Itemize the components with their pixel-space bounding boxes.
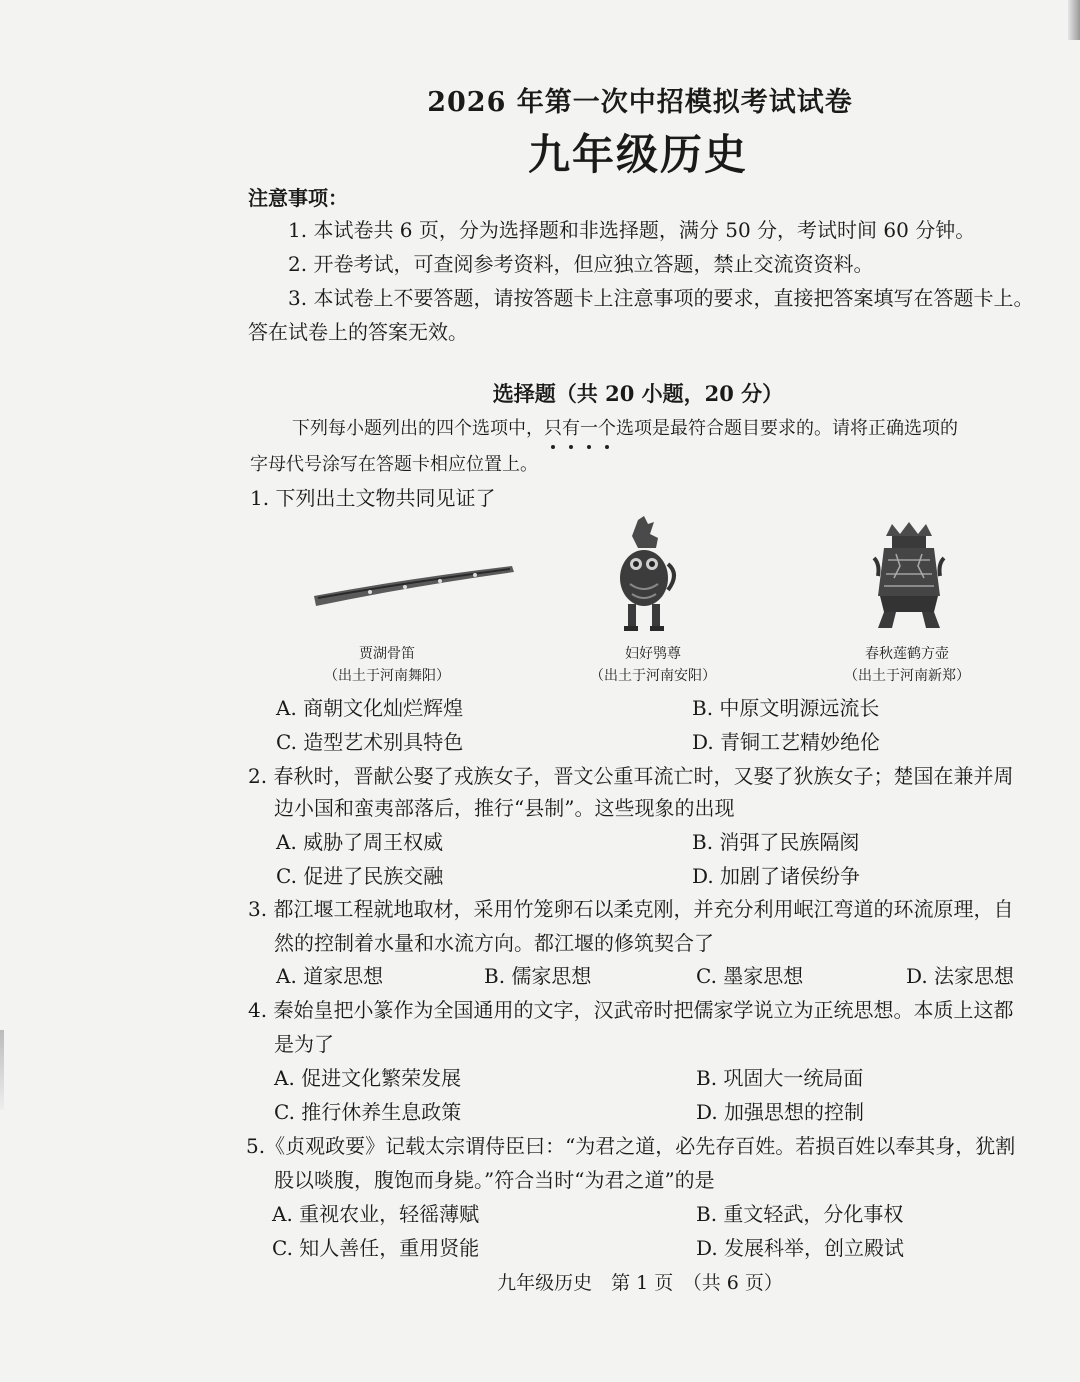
- q2-option-b: B. 消弭了民族隔阂: [692, 830, 860, 854]
- q1-option-c: C. 造型艺术别具特色: [276, 730, 464, 754]
- q3-stem-line-2: 然的控制着水量和水流方向。都江堰的修筑契合了: [274, 931, 714, 955]
- section-heading: 选择题（共 20 小题，20 分）: [492, 381, 784, 406]
- q5-option-c: C. 知人善任，重用贤能: [272, 1236, 480, 1260]
- instruction-part-2: 选项是最符合题目要求的。请将正确选项的: [616, 418, 958, 439]
- q2-option-d: D. 加剧了诸侯纷争: [692, 864, 861, 888]
- note-item-3-continued: 答在试卷上的答案无效。: [248, 320, 468, 344]
- q2-stem-line-2: 边小国和蛮夷部落后，推行“县制”。这些现象的出现: [274, 796, 735, 820]
- q4-stem-line-1: 4. 秦始皇把小篆作为全国通用的文字，汉武帝时把儒家学说立为正统思想。本质上这都: [248, 998, 1014, 1022]
- q5-option-a: A. 重视农业，轻徭薄赋: [272, 1202, 480, 1226]
- scan-edge-right: [1068, 0, 1080, 40]
- subject-title: 九年级历史: [527, 130, 748, 179]
- q3-option-b: B. 儒家思想: [484, 964, 592, 988]
- q4-option-d: D. 加强思想的控制: [696, 1100, 865, 1124]
- note-item-1: 1. 本试卷共 6 页，分为选择题和非选择题，满分 50 分，考试时间 60 分钟。: [288, 218, 976, 242]
- artifact-2-name: 妇好鸮尊: [625, 646, 681, 662]
- q5-stem-line-1: 5.《贞观政要》记载太宗谓侍臣曰：“为君之道，必先存百姓。若损百姓以奉其身，犹割: [246, 1134, 1016, 1158]
- q3-option-d: D. 法家思想: [906, 964, 1015, 988]
- artifact-1-name: 贾湖骨笛: [359, 646, 415, 662]
- instruction-emphasis: 只有一个: [544, 418, 616, 439]
- q5-stem-line-2: 股以啖腹，腹饱而身毙。”符合当时“为君之道”的是: [274, 1168, 715, 1192]
- q5-option-b: B. 重文轻武，分化事权: [696, 1202, 904, 1226]
- note-item-2: 2. 开卷考试，可查阅参考资料，但应独立答题，禁止交流资资料。: [288, 252, 874, 276]
- q3-option-c: C. 墨家思想: [696, 964, 804, 988]
- exam-title: 2026 年第一次中招模拟考试试卷: [427, 87, 853, 118]
- q4-option-c: C. 推行休养生息政策: [274, 1100, 462, 1124]
- q2-option-a: A. 威胁了周王权威: [276, 830, 444, 854]
- section-instruction-line-2: 字母代号涂写在答题卡相应位置上。: [250, 454, 538, 475]
- q3-option-a: A. 道家思想: [276, 964, 384, 988]
- q4-stem-line-2: 是为了: [274, 1032, 334, 1056]
- q2-stem-line-1: 2. 春秋时，晋献公娶了戎族女子，晋文公重耳流亡时，又娶了狄族女子；楚国在兼并周: [248, 764, 1014, 788]
- owl-zun-image: [608, 514, 680, 634]
- q1-option-b: B. 中原文明源远流长: [692, 696, 880, 720]
- q4-option-a: A. 促进文化繁荣发展: [274, 1066, 462, 1090]
- lotus-crane-square-hu-image: [870, 520, 948, 632]
- page-footer: 九年级历史 第 1 页 （共 6 页）: [497, 1272, 783, 1294]
- artifact-3-origin: （出土于河南新郑）: [844, 668, 970, 684]
- artifact-3-name: 春秋莲鹤方壶: [865, 646, 949, 662]
- q1-stem: 1. 下列出土文物共同见证了: [250, 486, 496, 510]
- section-instruction: [292, 414, 958, 440]
- artifact-1-origin: （出土于河南舞阳）: [324, 668, 450, 684]
- q3-stem-line-1: 3. 都江堰工程就地取材，采用竹笼卵石以柔克刚，并充分利用岷江弯道的环流原理，自: [248, 897, 1014, 921]
- scan-edge-left: [0, 1030, 4, 1110]
- q5-option-d: D. 发展科举，创立殿试: [696, 1236, 905, 1260]
- q1-option-a: A. 商朝文化灿烂辉煌: [276, 696, 464, 720]
- notes-heading: 注意事项：: [248, 186, 348, 210]
- q2-option-c: C. 促进了民族交融: [276, 864, 444, 888]
- q4-option-b: B. 巩固大一统局面: [696, 1066, 864, 1090]
- q1-option-d: D. 青铜工艺精妙绝伦: [692, 730, 881, 754]
- note-item-3: 3. 本试卷上不要答题，请按答题卡上注意事项的要求，直接把答案填写在答题卡上。: [288, 286, 1034, 310]
- instruction-part-1: 下列每小题列出的四个选项中，: [292, 418, 544, 439]
- bone-flute-image: [310, 560, 516, 614]
- artifact-2-origin: （出土于河南安阳）: [590, 668, 716, 684]
